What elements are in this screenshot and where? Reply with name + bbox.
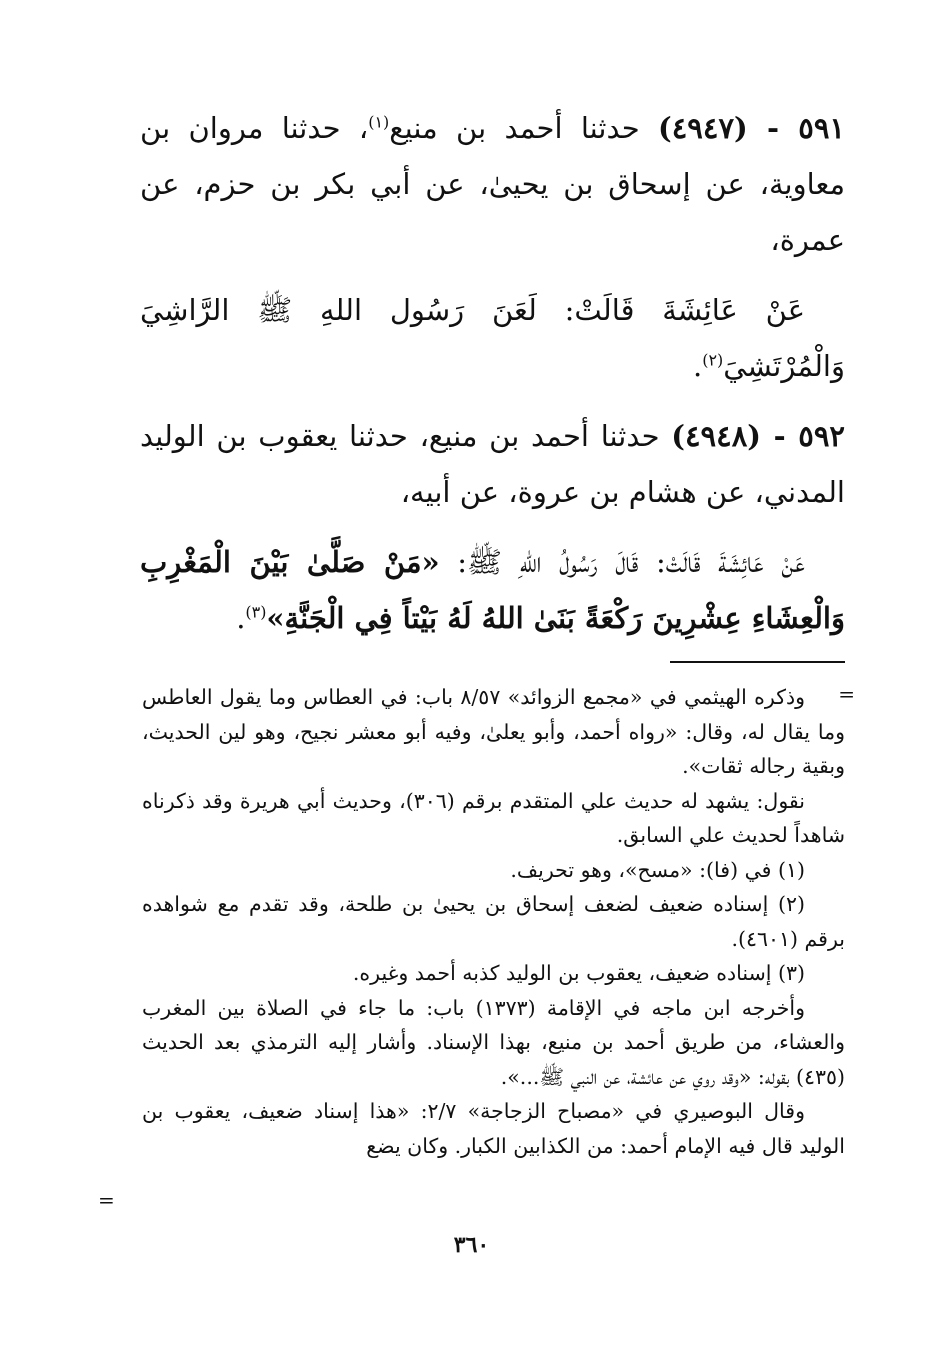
- hadith-591-chain-text: حدثنا أحمد بن منيع: [389, 111, 658, 145]
- footnote-continued-paragraph: وذكره الهيثمي في «مجمع الزوائد» ٨/٥٧ باب: في العطاس وما يقول العاطس وما يقال له، وقال: «رواه أحمد، وأبو يعلىٰ، وفيه أبو معشر نجيح، وهو لين الحديث، وبقية رجاله ثقات».: [142, 685, 845, 778]
- footnote-divider: [670, 661, 845, 663]
- hadith-591-matn: [140, 282, 845, 394]
- hadith-592-matn: [140, 534, 845, 646]
- hadith-591-number: ٥٩١ - (٤٩٤٧): [658, 111, 845, 145]
- hadith-591-matn-end: .: [693, 349, 703, 383]
- footnotes-section: [142, 680, 845, 1163]
- footnote-ref-1[interactable]: (١): [368, 112, 390, 132]
- footnote-ref-3[interactable]: (٣): [245, 602, 267, 622]
- hadith-592-number: ٥٩٢ - (٤٩٤٨): [671, 419, 846, 453]
- hadith-592-chain: [140, 408, 845, 520]
- hadith-591-matn-text: عَنْ عَائِشَةَ قَالَتْ: لَعَنَ رَسُول اللهِ ﷺ الرَّاشِيَ وَالْمُرْتَشِيَ: [140, 293, 845, 383]
- footnote-3: (٣) إسناده ضعيف، يعقوب بن الوليد كذبه أحمد وغيره.: [352, 961, 805, 985]
- footnote-ref-2[interactable]: (٢): [702, 350, 724, 370]
- hadith-591-chain: [140, 100, 845, 268]
- continuation-mark-end: =: [98, 1188, 115, 1212]
- main-text: [140, 100, 845, 660]
- hadith-592-matn-end: .: [236, 601, 246, 635]
- footnote-1: (١) في (فا): «مسح»، وهو تحريف.: [510, 857, 805, 882]
- footnote-commentary-paragraph: نقول: يشهد له حديث علي المتقدم برقم (٣٠٦)، وحديث أبي هريرة وقد ذكرناه شاهداً لحديث علي السابق.: [142, 788, 845, 847]
- hadith-592-chain-text: حدثنا أحمد بن منيع، حدثنا يعقوب بن الوليد المدني، عن هشام بن عروة، عن أبيه،: [140, 419, 845, 509]
- footnote-2: (٢) إسناده ضعيف لضعف إسحاق بن يحيىٰ بن طلحة، وقد تقدم مع شواهده برقم (٤٦٠١).: [142, 892, 845, 951]
- continuation-mark-start: =: [838, 682, 855, 706]
- hadith-591-chain-rest: ، حدثنا مروان بن معاوية، عن إسحاق بن يحيىٰ، عن أبي بكر بن حزم، عن عمرة،: [140, 111, 845, 257]
- footnote-3-takhrij: وأخرجه ابن ماجه في الإقامة (١٣٧٣) باب: ما جاء في الصلاة بين المغرب والعشاء، من طريق أحمد بن منيع، بهذا الإسناد. وأشار إليه الترمذي بعد الحديث (٤٣٥) بقوله: «وقد روي عن عائشة، عن النبي ﷺ...».: [142, 995, 845, 1089]
- page-number: ٣٦٠: [453, 1232, 490, 1258]
- hadith-592-matn-intro: عَنْ عَائِشَةَ قَالَتْ: قَالَ رَسُولُ اللهِ ﷺ:: [439, 545, 805, 579]
- footnote-3-busiri: وقال البوصيري في «مصباح الزجاجة» ٢/٧: «هذا إسناد ضعيف، يعقوب بن الوليد قال فيه الإمام أحمد: من الكذابين الكبار. وكان يضع: [142, 1099, 845, 1158]
- hadith-592-matn-bold: «مَنْ صَلَّىٰ بَيْنَ الْمَغْرِبِ وَالْعِشَاءِ عِشْرِينَ رَكْعَةً بَنَىٰ اللهُ لَهُ بَيْتاً فِي الْجَنَّةِ»: [140, 545, 845, 635]
